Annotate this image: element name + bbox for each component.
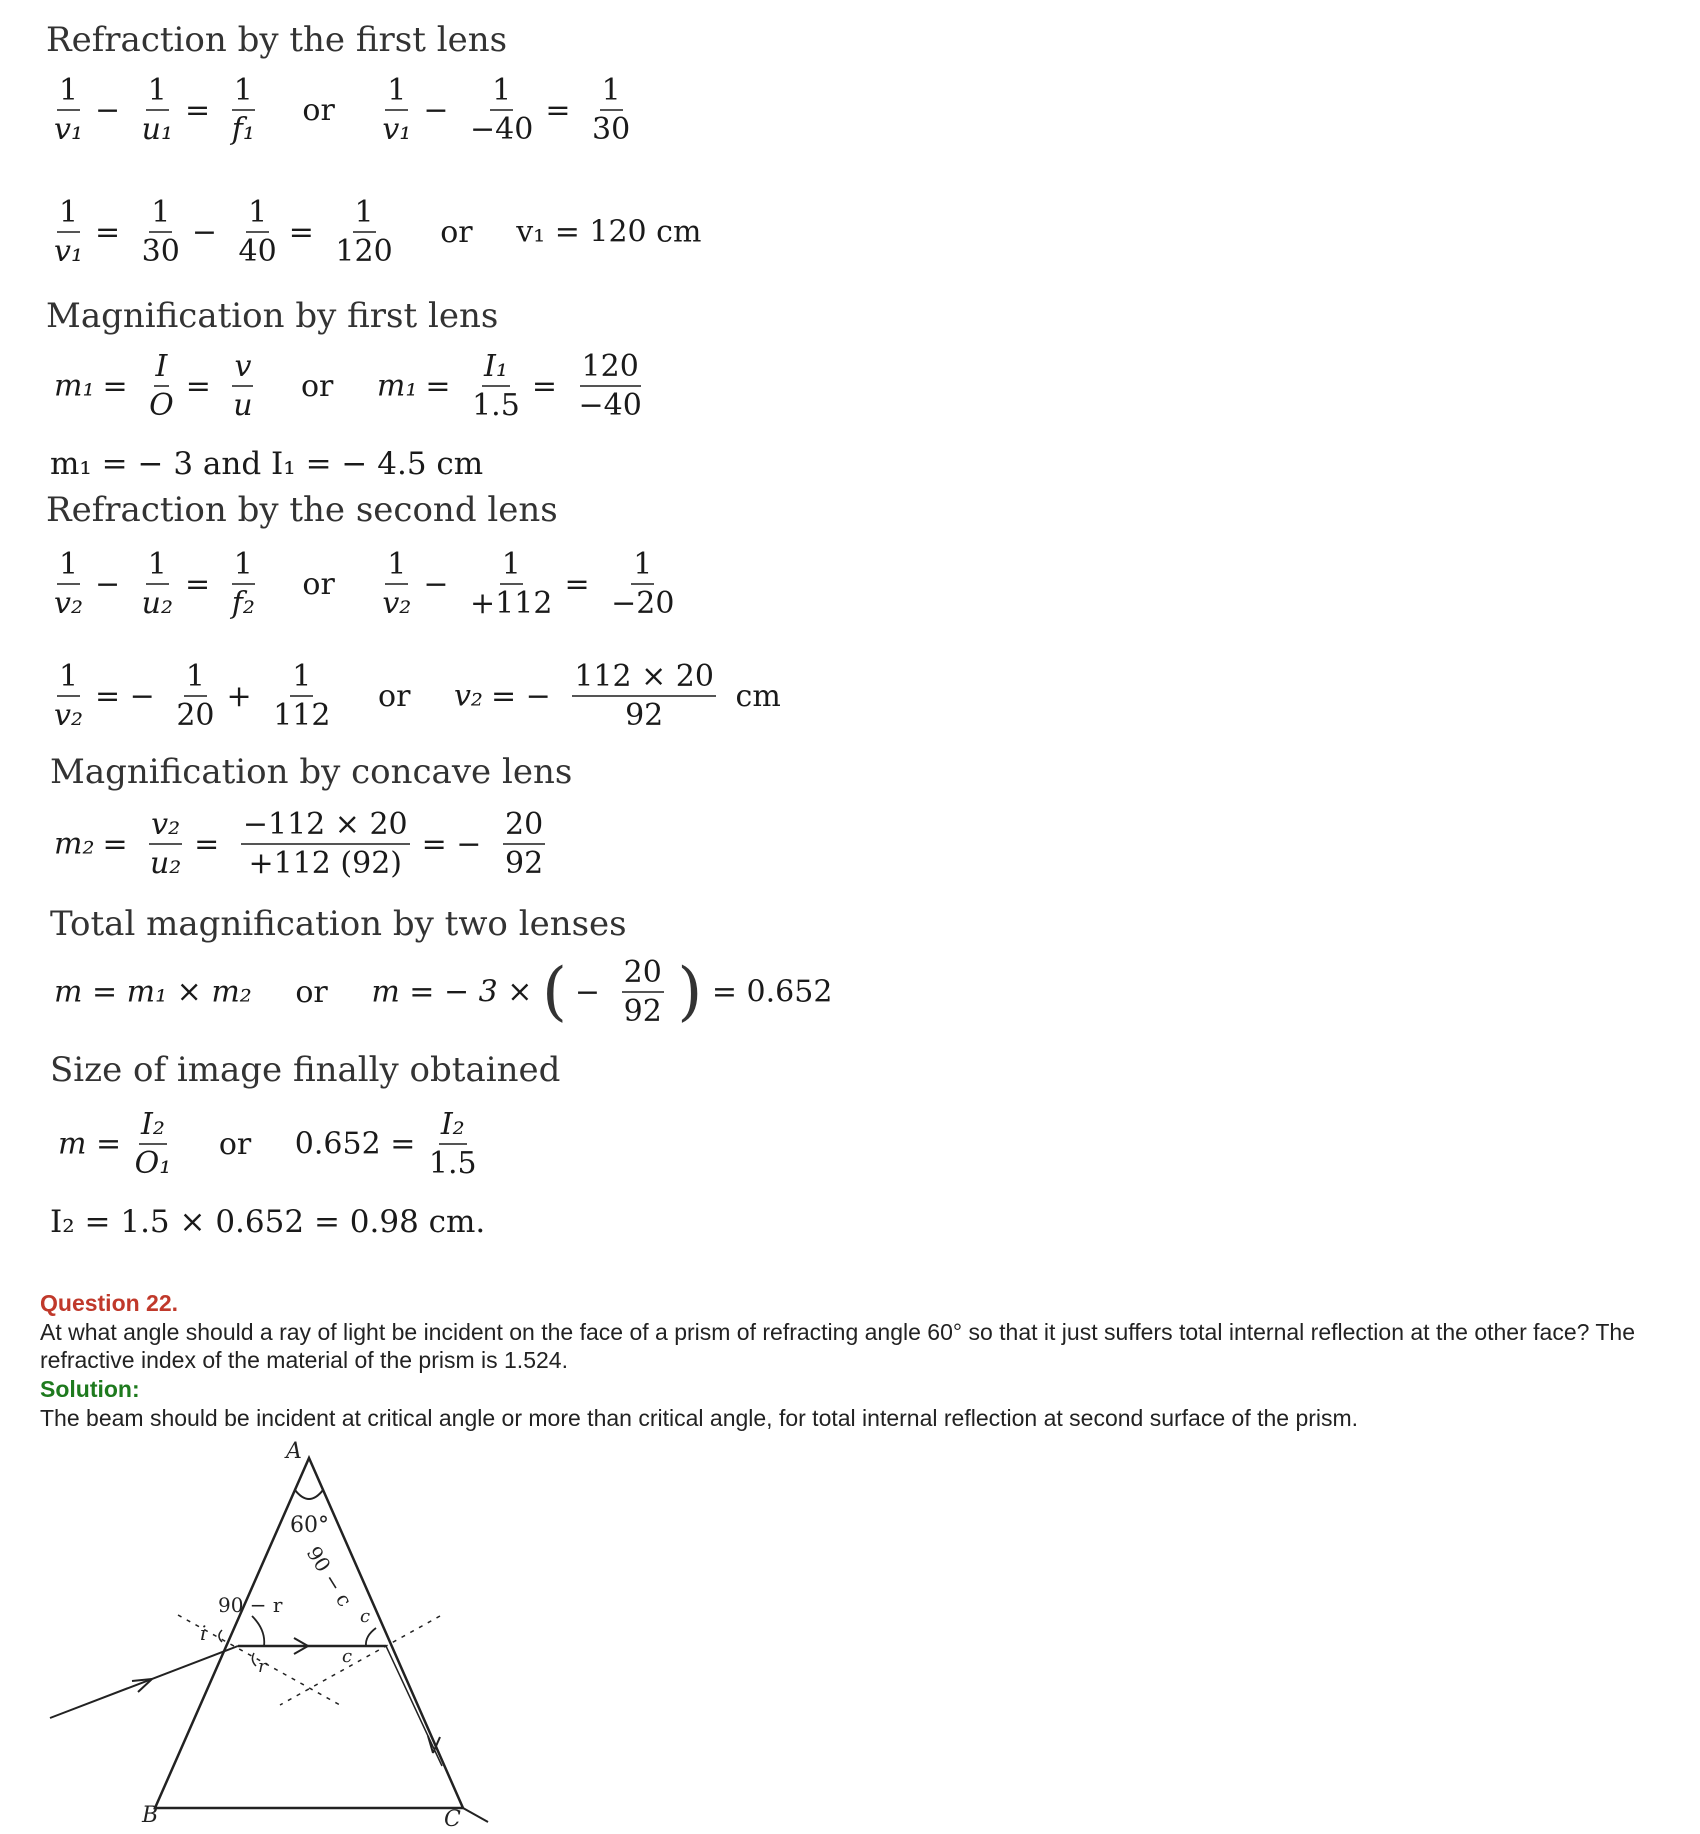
equation-magnification-1: m₁ = $\frac{I}{O}$ = $\frac{v}{u}$ or m₁ = $\frac{\text{I₁}}{1.5}$ = $\frac{120}{-40}$: [54, 349, 642, 423]
equation-lens-formula-2: $\frac{1}{\text{v₂}}$ − $\frac{1}{\text{u₂}}$ = $\frac{1}{\text{f₂}}$ or $\frac{1}{\text{v₂}}$ − $\frac{1}{+112}$ = $\frac{1}{-20}$: [54, 547, 675, 621]
equation-total-magnification: m = m₁ × m₂ or m = − 3 × ( − $\frac{20}{92}$ ) = 0.652: [54, 955, 833, 1029]
prism-diagram: [40, 1440, 560, 1830]
heading-size-of-image: Size of image finally obtained: [50, 1050, 561, 1090]
equation-lens-formula-1: $\frac{1}{\text{v₁}}$ − $\frac{1}{\text{u₁}}$ = $\frac{1}{\text{f₁}}$ or $\frac{1}{\text{v₁}}$ − $\frac{1}{-40}$ = $\frac{1}{30}$: [54, 73, 631, 147]
angle-label-c-upper: c: [360, 1606, 371, 1627]
angle-label-90-c: 90 − c: [301, 1541, 358, 1611]
vertex-label-a: A: [286, 1440, 302, 1464]
apex-angle-arc: [295, 1490, 323, 1499]
heading-refraction-second-lens: Refraction by the second lens: [46, 490, 558, 530]
equation-i2-result: I₂ = 1.5 × 0.652 = 0.98 cm.: [50, 1204, 486, 1240]
angle-arc-left-face: [252, 1616, 264, 1646]
face-extension: [463, 1808, 488, 1822]
angle-label-90-r: 90 − r: [218, 1593, 283, 1617]
equation-v2-solve: $\frac{1}{\text{v₂}}$ = − $\frac{1}{20}$ + $\frac{1}{112}$ or v₂ = − $\frac{112 \times 20}{92}$ cm: [54, 659, 781, 733]
equation-v1-solve: $\frac{1}{\text{v₁}}$ = $\frac{1}{30}$ − $\frac{1}{40}$ = $\frac{1}{120}$ or v₁ = 120 cm: [54, 195, 702, 269]
solution-title: Solution:: [40, 1376, 140, 1402]
vertex-label-c: C: [444, 1807, 461, 1830]
question-text: At what angle should a ray of light be incident on the face of a prism of refracting angle 60° so that it just suffers total internal reflection at the other face? The refractive index of the material of the prism is 1.524.: [40, 1319, 1636, 1373]
solution-text: The beam should be incident at critical angle or more than critical angle, for total internal reflection at second surface of the prism.: [40, 1405, 1359, 1431]
angle-arc-right-face: [366, 1628, 376, 1646]
vertex-label-b: B: [142, 1803, 159, 1828]
emergent-ray: [386, 1646, 442, 1766]
heading-total-magnification: Total magnification by two lenses: [50, 904, 627, 944]
heading-magnification-concave-lens: Magnification by concave lens: [50, 752, 573, 792]
heading-refraction-first-lens: Refraction by the first lens: [46, 20, 508, 60]
angle-label-r: r: [258, 1656, 267, 1677]
heading-magnification-first-lens: Magnification by first lens: [46, 296, 499, 336]
equation-magnification-2: m₂ = $\frac{\text{v₂}}{\text{u₂}}$ = $\frac{-112 \times 20}{+112 (92)}$ = − $\frac{20}{92}$: [54, 807, 544, 881]
apex-angle-label: 60°: [290, 1513, 329, 1538]
angle-label-c-right: c: [342, 1646, 353, 1667]
question-title: Question 22.: [40, 1290, 179, 1316]
equation-image-size: m = $\frac{\text{I₂}}{\text{O₁}}$ or 0.652 = $\frac{\text{I₂}}{1.5}$: [58, 1107, 477, 1181]
normal-right: [280, 1616, 440, 1705]
angle-arc-i: [219, 1630, 222, 1642]
equation-m1-result: m₁ = − 3 and I₁ = − 4.5 cm: [50, 446, 484, 482]
angle-label-i: i: [200, 1621, 207, 1645]
angle-arc-r: [252, 1653, 256, 1666]
